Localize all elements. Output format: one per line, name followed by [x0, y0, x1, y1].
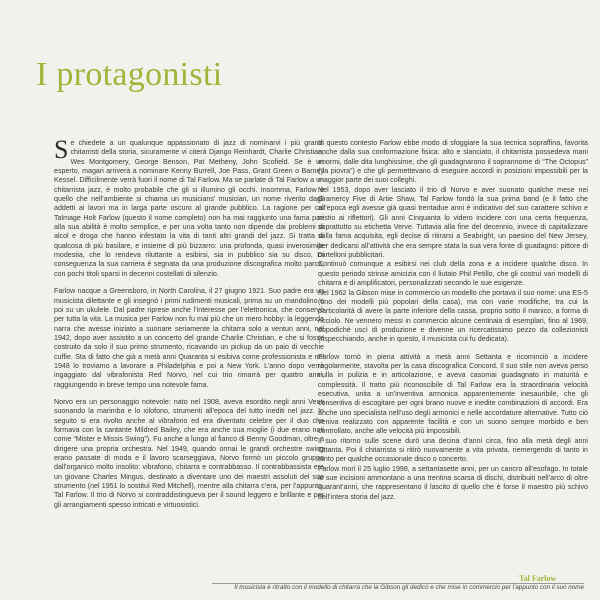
paragraph: Norvo era un personaggio notevole: nato nel 1908, aveva esordito negli anni Venti suonando la marimba e lo xilofono, strumenti all’epoca del tutto inediti nel jazz. In seguito si era rivolto anche al vibrafono ed era diventato celebre per il duo che formava con la cantante Mildred Bailey, che era anche sua moglie (i due erano noti come “Mister e Missis Swing”). Fu anche a lungo al fianco di Benny Goodman, oltre a dirigere una propria orchestra. Nel 1949, quando ormai le grandi orchestre swing erano passate di moda e il lavoro scarseggiava, Norvo formò un piccolo gruppo dall’organico molto insolito: vibrafono, chitarra e contrabbasso. Il contrabbassista era un giovane Charles Mingus, destinato a diventare uno dei maestri assoluti del suo strumento (nel 1951 lo sostituì Red Mitchell), mentre alla chitarra c’era, per l’appunto, Tal Farlow. Il trio di Norvo si contraddistingueva per il sound leggero e brillante e per gli arrangiamenti spesso intricati e virtuosistici.: [54, 397, 324, 509]
photo-caption: Il musicista è ritratto con il modello di chitarra che la Gibson gli dedicò e che mise in commercio per l’appunto con il suo nome: [234, 584, 584, 591]
paragraph: Se chiedete a un qualunque appassionato di jazz di nominarvi i più grandi chitarristi della storia, sicuramente vi citerà Django Reinhardt, Charlie Christian, Wes Montgomery, George Benson, Pat Metheny, John Scofield. Se è un esperto, magari arriverà a nominare Kenny Burrell, Joe Pass, Grant Green o Barney Kessel. Difficilmente verrà fuori il nome di Tal Farlow. Ma se parlate di Tal Farlow a un chitarrista jazz, è molto probabile che gli si illumino gli occhi. Insomma, Farlow è quello che nell’ambiente si chiama un musicians’ musician, un nome riverito dagli addetti ai lavori ma in larga parte oscuro al grande pubblico. La ragione per cui Talmage Holt Farlow (questo il nome completo) non ha mai raggiunto una fama pari alla sua abilità è molto semplice, e per una volta tanto non dipende dai problemi di alcol e droga che hanno infestato la vita di tanti altri grandi del jazz. Si tratta di qualcosa di più basilare, e insieme di più bizzarro: una profonda, quasi inverosimile modestia, che lo rendeva riluttante a esibirsi, sia in pubblico sia su disco. Di conseguenza la sua carriera è segnata da una produzione discografica molto parca, con pochi titoli sparsi in decenni costellati di silenzio.: [54, 135, 324, 278]
drop-cap: S: [54, 135, 69, 164]
paragraph: Continuò comunque a esibirsi nei club della zona e a incidere qualche disco. In questo periodo strinse amicizia con il liutaio Phil Petillo, che gli costruì vari modelli di chitarra e di amplificatori, personalizzati secondo le sue esigenze.: [318, 260, 588, 288]
paragraph: Nel 1953, dopo aver lasciato il trio di Norvo e aver suonato qualche mese nei Gramercy Five di Artie Shaw, Tal Farlow fondò la sua prima band (e il fatto che all’epoca egli avesse già quasi trentadue anni è indicativo del suo carattere schivo e restio ai riflettori). Gli anni Cinquanta lo videro incidere con una certa frequenza, soprattutto su etichetta Verve. Tuttavia alla fine del decennio, invece di capitalizzare sulla fama acquisita, egli decise di ritirarsi a Seabright, un paesino del New Jersey, per dedicarsi all’attività che era sempre stata la sua vera fonte di guadagno: pittore di cartelloni pubblicitari.: [318, 185, 588, 260]
right-column: [318, 139, 588, 510]
caption-title: Tal Farlow: [519, 574, 557, 583]
paragraph: Nel 1962 la Gibson mise in commercio un modello che portava il suo nome: una ES-5 (uno dei modelli più popolari della casa), ma con varie modifiche, tra cui la particolarità di avere la parte inferiore della cassa, proprio sotto il manico, a forma di ricciolo. Ne vennero messi in commercio alcune centinaia di esemplari, fino al 1969, dopodiché uscì di produzione e divenne un ricercatissimo pezzo da collezionisti (rispecchiando, anche in questo, il musicista cui fu dedicata).: [318, 288, 588, 344]
page-title: I protagonisti: [36, 56, 223, 93]
paragraph: Farlow nacque a Greensboro, in North Carolina, il 27 giugno 1921. Suo padre era un musicista dilettante e gli insegnò i primi rudimenti musicali, prima su un mandolino e poi su un ukulele. Dal padre riprese anche l’interesse per l’elettronica, che conservò per tutta la vita. La musica per Farlow non fu mai più che un mero hobby: la leggenda narra che avesse iniziato a suonare seriamente la chitarra solo a ventun anni, nel 1942, dopo aver assistito a un concerto del grande Charlie Christian, e che si fosse costruito da solo il suo primo strumento, ricavando un pickup da un paio di vecchie cuffie. Sta di fatto che già a metà anni Quaranta si esibiva come professionista e nel 1948 lo troviamo a lavorare a Philadelphia e poi a New York. L’anno dopo verrà ingaggiato dal vibrafonista Red Norvo, nel cui trio rimarrà per quattro anni, raggiungendo in breve tempo una notevole fama.: [54, 287, 324, 389]
paragraph: In questo contesto Farlow ebbe modo di sfoggiare la sua tecnica sopraffina, favorita anche dalla sua conformazione fisica: alto e slanciato, il chitarrista possedeva mani enormi, dalle dita lunghissime, che gli guadagnarono il soprannome di “The Octopus” (“la piovra”) e che gli permettevano di eseguire accordi in posizioni impossibili per la maggior parte dei suoi colleghi.: [318, 139, 588, 185]
paragraph: Farlow morì il 25 luglio 1998, a settantasette anni, per un cancro all’esofago. In totale le sue incisioni ammontano a una trentina scarsa di dischi, distribuiti nell’arco di oltre quarant’anni, che rappresentano il lascito di quello che è forse il maestro più schivo dell’intera storia del jazz.: [318, 464, 588, 501]
paragraph: Farlow tornò in piena attività a metà anni Settanta e ricominciò a incidere regolarmente, stavolta per la casa discografica Concord. Il suo stile non aveva perso nulla in pulizia e in articolazione, e aveva casomai guadagnato in maturità e complessità. Il tratto più riconoscibile di Tal Farlow era la straordinaria velocità esecutiva, unita a un’inventiva armonica apparentemente inesauribile, che gli consentiva di escogitare per ogni brano nuove e inedite combinazioni di accordi. Era anche uno specialista nell’uso degli armonici e nelle accordature alternative. Tutto ciò veniva realizzato con apparente facilità e con un suono sempre morbido e ben controllato, anche alle velocità più impossibili.: [318, 352, 588, 436]
left-column: [54, 135, 324, 518]
paragraph: Il suo ritorno sulle scene durò una decina d’anni circa, fino alla metà degli anni Ottanta. Poi il chitarrista si ritirò nuovamente a vita privata, riemergendo di tanto in tanto per qualche occasionale disco o concerto.: [318, 436, 588, 464]
